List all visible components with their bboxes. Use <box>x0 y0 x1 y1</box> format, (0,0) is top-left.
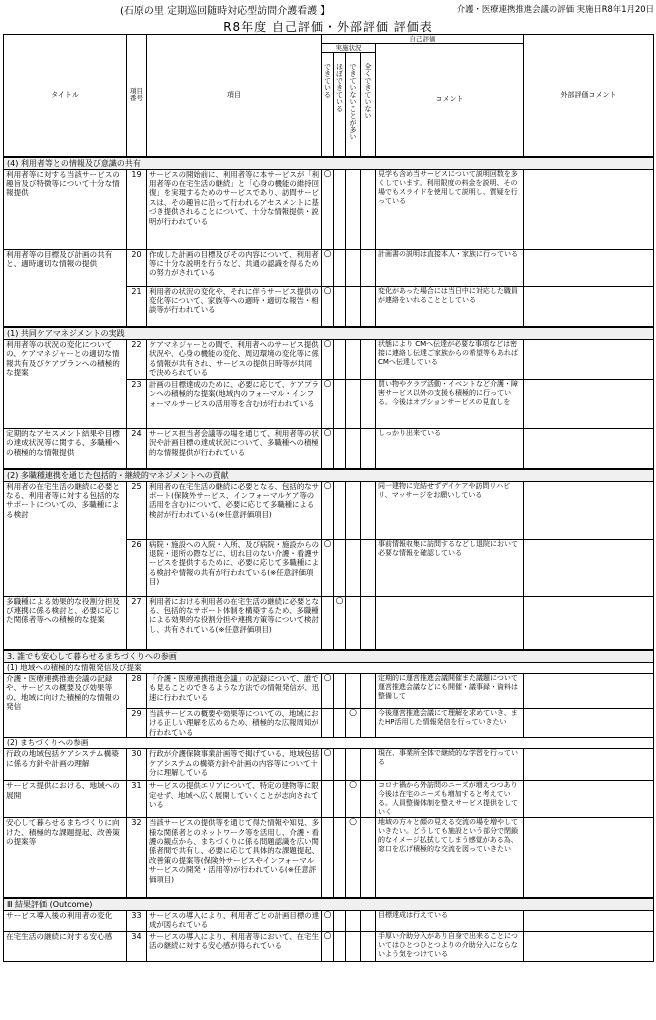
section-heading: (2) 多職種連携を通じた包括的・継続的マネジメントへの貢献 <box>4 469 654 482</box>
rating-mark: ○ <box>323 910 332 920</box>
item-text: ケアマネジャーとの間で、利用者へのサービス提供状況や、心身の機能の変化、周辺環境の変化等に係る情報が共有され、サービスの提供日時等が共同で決められている <box>147 340 322 380</box>
table-row <box>4 781 654 818</box>
rating-cell-2 <box>334 749 346 781</box>
item-text: 当該サービスの提供等を通じて得た情報や知見、多様な関係者とのネットワーク等を活用し、介護・看護の観点から、まちづくりに係る問題認識を広い関係者間で共有し、必要に応じて具体的な課題提起、改善策の提案等(保険外サービスやインフォーマルサービスの開発・活用等)が行われている(※任意評価項目) <box>147 818 322 898</box>
col-r1 <box>322 53 334 157</box>
rating-cell-2 <box>334 539 346 596</box>
rating-mark: ○ <box>323 673 332 683</box>
external-comment-cell <box>524 931 654 961</box>
rating-cell-4 <box>361 749 376 781</box>
table-row <box>4 340 654 380</box>
rating-cell-1 <box>322 910 334 931</box>
row-title: 利用者等に対する当該サービスの趣旨及び特徴等について十分な情報提供 <box>4 169 127 249</box>
rating-cell-3 <box>346 539 361 596</box>
rating-cell-2 <box>334 931 346 961</box>
rating-mark: ○ <box>323 428 332 438</box>
comment-cell <box>376 596 524 650</box>
item-number: 23 <box>127 380 147 429</box>
table-row <box>4 596 654 650</box>
external-comment-cell <box>524 481 654 539</box>
item-text: 利用者における利用者の在宅生活の継続に必要となる、包括的なサポート体制を構築するため、多職種による効果的な役割分担や連携方策等について検討し、共有されている(※任意評価項目) <box>147 596 322 650</box>
rating-cell-2 <box>334 781 346 818</box>
item-text: 病院・施設への入院・入所、及び病院・施設からの退院・退所の際などに、切れ目のない介護・看護サービスを提供するために、必要に応じて多職種による検討や情報の共有が行われている(※任意評価項目) <box>147 539 322 596</box>
section-row <box>4 327 654 340</box>
col-r3-label: できていないことが多い <box>349 63 357 141</box>
rating-mark: ○ <box>323 379 332 389</box>
external-comment-cell <box>524 818 654 898</box>
row-title: サービス導入後の利用者の変化 <box>4 910 127 931</box>
comment-cell: 見学も含め当サービスについて説明回数を多くしています。利用限度の料金を説明、その場でもスライドを使用して説明し、質疑を行っている <box>376 169 524 249</box>
section-row <box>4 898 654 911</box>
table-row <box>4 249 654 286</box>
section-row <box>4 650 654 663</box>
rating-cell-3 <box>346 818 361 898</box>
comment-cell: しっかり出来ている <box>376 429 524 469</box>
rating-cell-2 <box>334 709 346 738</box>
rating-cell-1 <box>322 429 334 469</box>
section-heading: (1) 地域への積極的な情報発信及び提案 <box>4 663 654 674</box>
rating-cell-3 <box>346 674 361 709</box>
rating-cell-4 <box>361 169 376 249</box>
row-title: 行政の地域包括ケアシステム構築に係る方針や計画の理解 <box>4 749 127 781</box>
rating-cell-2 <box>334 818 346 898</box>
item-number: 21 <box>127 286 147 327</box>
comment-cell: 現在、事業所全体で継続的な学習を行っている <box>376 749 524 781</box>
rating-mark: ○ <box>323 539 332 549</box>
rating-cell-3 <box>346 709 361 738</box>
col-item: 項目 <box>147 35 322 157</box>
evaluation-info: 介護・医療連携推進会議の評価 実施日R8年1月20日 <box>456 4 654 14</box>
rating-cell-2 <box>334 674 346 709</box>
rating-mark: ○ <box>323 286 332 296</box>
rating-mark: ○ <box>323 931 332 941</box>
section-heading: 3. 誰でも安心して暮らせるまちづくりへの参画 <box>4 650 654 663</box>
row-title: 定期的なアセスメント結果や目標の達成状況等に関する、多職種への積極的な情報提供 <box>4 429 127 469</box>
comment-cell: 状態により CMへ伝達が必要な事項などは密接に連絡し伝達ご家族からの希望等もあれば CMへ伝達している <box>376 340 524 380</box>
external-comment-cell <box>524 749 654 781</box>
subsection-row <box>4 663 654 674</box>
rating-cell-3 <box>346 249 361 286</box>
rating-cell-4 <box>361 249 376 286</box>
row-title: 利用者等の状況の変化についての、ケアマネジャーとの適切な情報共有及びケアプランへの積極的な提案 <box>4 340 127 429</box>
col-r1-label: できている <box>323 63 332 99</box>
subsection-row <box>4 738 654 749</box>
external-comment-cell <box>524 781 654 818</box>
col-comment: コメント <box>376 44 524 157</box>
rating-cell-1 <box>322 749 334 781</box>
col-r4-label: 全くできていない <box>364 63 372 120</box>
rating-cell-3 <box>346 340 361 380</box>
rating-mark: ○ <box>349 708 357 718</box>
row-title: 安心して暮らせるまちづくりに向けた、積極的な課題提起、改善策の提案等 <box>4 818 127 898</box>
item-number: 27 <box>127 596 147 650</box>
rating-cell-2 <box>334 429 346 469</box>
table-header <box>4 35 654 157</box>
comment-cell: コロナ禍から外訪問のニーズが増えつつあり今後は在宅のニーズも増加すると考えている。人員整備体制を整えサービス提供をしていく <box>376 781 524 818</box>
item-text: 行政が介護保険事業計画等で掲げている、地域包括ケアシステムの構築方針や計画の内容等について十分に理解している <box>147 749 322 781</box>
item-number: 32 <box>127 818 147 898</box>
col-self-eval: 自己評価 <box>322 35 524 44</box>
rating-cell-4 <box>361 910 376 931</box>
comment-cell: 目標達成は行えている <box>376 910 524 931</box>
item-text: 作成した計画の目標及びその内容について、利用者等に十分な説明を行うなど、共通の認識を得るための努力がされている <box>147 249 322 286</box>
table-row <box>4 749 654 781</box>
rating-cell-2 <box>334 596 346 650</box>
rating-cell-4 <box>361 596 376 650</box>
table-row <box>4 674 654 709</box>
item-text: サービスの開始前に、利用者等に本サービスが「利用者等の在宅生活の継続」と「心身の機能の維持回復」を実現するためのサービスであり、訪問サービスは、その趣旨に沿って行われるアセスメントに基づき提供されることについて、十分な情報提供・説明が行われている <box>147 169 322 249</box>
rating-cell-4 <box>361 539 376 596</box>
comment-cell: 事前情報収集に訪問するなどし退院において必要な情報を確認している <box>376 539 524 596</box>
rating-cell-1 <box>322 674 334 709</box>
rating-cell-2 <box>334 169 346 249</box>
item-text: サービスの導入により、利用者等において、在宅生活の継続に対する安心感が得られている <box>147 931 322 961</box>
item-text: サービスの提供エリアについて、特定の建物等に限定せず、地域へ広く展開していくことが志向されている <box>147 781 322 818</box>
rating-mark: ○ <box>335 596 344 606</box>
item-number: 26 <box>127 539 147 596</box>
item-number: 25 <box>127 481 147 539</box>
comment-cell: 手厚い介助分入があり自身で出来ることについてはひとつひとつよりの介助分入にならないよう気をつけている <box>376 931 524 961</box>
table-row <box>4 429 654 469</box>
rating-cell-2 <box>334 910 346 931</box>
rating-cell-1 <box>322 539 334 596</box>
item-number: 24 <box>127 429 147 469</box>
row-title: 利用者の在宅生活の継続に必要となる、利用者等に対する包括的なサポートについての、多職種による検討 <box>4 481 127 596</box>
rating-mark: ○ <box>349 780 357 791</box>
comment-cell: 変化があった場合には当日中に対応した職員が連絡をいれることとしている <box>376 286 524 327</box>
row-title: 介護・医療連携推進会議の記録や、サービスの概要及び効果等の、地域に向けた積極的な情報の発信 <box>4 674 127 738</box>
external-comment-cell <box>524 249 654 286</box>
rating-cell-3 <box>346 286 361 327</box>
rating-cell-4 <box>361 818 376 898</box>
table-row <box>4 481 654 539</box>
rating-cell-3 <box>346 169 361 249</box>
rating-cell-3 <box>346 429 361 469</box>
rating-cell-3 <box>346 380 361 429</box>
table-body <box>4 157 654 962</box>
rating-mark: ○ <box>323 748 332 759</box>
rating-mark: ○ <box>323 339 332 349</box>
rating-mark: ○ <box>323 249 332 259</box>
col-r4 <box>361 53 376 157</box>
row-title: 利用者等の目標及び計画の共有と、適時適切な情報の提供 <box>4 249 127 327</box>
col-r3 <box>346 53 361 157</box>
row-title: サービス提供における、地域への展開 <box>4 781 127 818</box>
table-row <box>4 169 654 249</box>
item-text: 利用者の状況の変化や、それに伴うサービス提供の変化等について、家族等への適時・適切な報告・相談等が行われている <box>147 286 322 327</box>
rating-cell-2 <box>334 249 346 286</box>
rating-cell-1 <box>322 286 334 327</box>
col-item-no <box>127 35 147 157</box>
section-heading: (1) 共同ケアマネジメントの実践 <box>4 327 654 340</box>
external-comment-cell <box>524 709 654 738</box>
evaluation-table <box>3 34 654 962</box>
rating-mark: ○ <box>349 817 357 828</box>
rating-cell-1 <box>322 340 334 380</box>
external-comment-cell <box>524 674 654 709</box>
comment-cell: 同一建物に完結せずデイケアや訪問リハビリ、マッサージをお願いしている <box>376 481 524 539</box>
rating-cell-4 <box>361 674 376 709</box>
item-number: 22 <box>127 340 147 380</box>
rating-cell-4 <box>361 380 376 429</box>
rating-mark: ○ <box>323 481 332 491</box>
item-text: 利用者の在宅生活の継続に必要となる、包括的なサポート(保険外サービス、インフォーマルケア等の活用を含む)について、必要に応じて多職種による検討が行われている(※任意評価項目) <box>147 481 322 539</box>
rating-cell-1 <box>322 596 334 650</box>
item-text: サービスの導入により、利用者ごとの計画目標の達成が図られている <box>147 910 322 931</box>
external-comment-cell <box>524 340 654 380</box>
rating-cell-3 <box>346 749 361 781</box>
rating-cell-1 <box>322 781 334 818</box>
col-item-no-label: 項目番号 <box>130 87 143 103</box>
col-r2 <box>334 53 346 157</box>
rating-cell-1 <box>322 169 334 249</box>
rating-cell-1 <box>322 931 334 961</box>
col-status: 実施状況 <box>322 44 376 53</box>
facility-name: (石原の里 定期巡回随時対応型訪問介護看護 】 <box>120 6 331 17</box>
page-title: R8年度 自己評価・外部評価 評価表 <box>223 20 433 34</box>
row-title: 在宅生活の継続に対する安心感 <box>4 931 127 961</box>
section-row <box>4 469 654 482</box>
col-r2-label: ほぼできている <box>335 63 344 113</box>
rating-cell-3 <box>346 481 361 539</box>
rating-cell-1 <box>322 249 334 286</box>
comment-cell: 今後運営推進会議にて理解を求めていき、またHP活用した情報発信を行っていきたい <box>376 709 524 738</box>
page-header <box>0 0 656 18</box>
rating-cell-3 <box>346 596 361 650</box>
table-row <box>4 818 654 898</box>
section-row <box>4 157 654 170</box>
external-comment-cell <box>524 286 654 327</box>
item-text: 当該サービスの概要や効果等についての、地域における正しい理解を広めるため、積極的な広報周知が行われている <box>147 709 322 738</box>
table-row <box>4 910 654 931</box>
rating-cell-4 <box>361 286 376 327</box>
col-title: タイトル <box>4 35 127 157</box>
comment-cell: 買い物やクラブ活動・イベントなど介護・障害サービス以外の支援も積極的に行っている。今後はオプションサービスの見直しを <box>376 380 524 429</box>
external-comment-cell <box>524 429 654 469</box>
rating-cell-4 <box>361 781 376 818</box>
external-comment-cell <box>524 539 654 596</box>
row-title: 多職種による効果的な役割分担及び連携に係る検討と、必要に応じた関係者等への積極的な提案 <box>4 596 127 650</box>
rating-cell-2 <box>334 380 346 429</box>
rating-cell-4 <box>361 481 376 539</box>
external-comment-cell <box>524 169 654 249</box>
external-comment-cell <box>524 910 654 931</box>
external-comment-cell <box>524 380 654 429</box>
item-number: 34 <box>127 931 147 961</box>
rating-cell-4 <box>361 709 376 738</box>
section-heading: (2) まちづくりへの参画 <box>4 738 654 749</box>
rating-cell-1 <box>322 380 334 429</box>
rating-cell-1 <box>322 481 334 539</box>
item-text: 「介護・医療連携推進会議」の記録について、誰でも見ることのできるような方法での情報発信が、迅速に行われている <box>147 674 322 709</box>
external-comment-cell <box>524 596 654 650</box>
rating-cell-3 <box>346 931 361 961</box>
rating-cell-4 <box>361 340 376 380</box>
item-text: サービス担当者会議等の場を通じて、利用者等の状況や計画目標の達成状況について、多職種への積極的な情報提供が行われている <box>147 429 322 469</box>
section-heading: (4) 利用者等との情報及び意識の共有 <box>4 157 654 170</box>
rating-cell-4 <box>361 931 376 961</box>
col-external: 外部評価コメント <box>524 35 654 157</box>
rating-cell-2 <box>334 340 346 380</box>
item-number: 20 <box>127 249 147 286</box>
item-number: 30 <box>127 749 147 781</box>
item-text: 計画の目標達成のために、必要に応じて、ケアプランへの積極的な提案(地域内のフォーマル・インフォーマルサービスの活用等を含む)が行われている <box>147 380 322 429</box>
rating-cell-2 <box>334 481 346 539</box>
rating-cell-2 <box>334 286 346 327</box>
rating-cell-1 <box>322 818 334 898</box>
comment-cell: 地域の方々と顔の見える交流の場を増やしていきたい。どうしても施設という部分で閉鎖的なイメージ払拭してしまう感覚がある為、窓口を広げ積極的な交流を図っていきたい <box>376 818 524 898</box>
item-number: 33 <box>127 910 147 931</box>
rating-cell-3 <box>346 910 361 931</box>
rating-mark: ○ <box>323 169 332 179</box>
section-heading: Ⅲ 結果評価 (Outcome) <box>4 898 654 911</box>
comment-cell: 計画書の説明は直接本人・家族に行っている <box>376 249 524 286</box>
item-number: 28 <box>127 674 147 709</box>
item-number: 19 <box>127 169 147 249</box>
rating-cell-3 <box>346 781 361 818</box>
comment-cell: 定期的に運営推進会議開催また議題について運営推進会議などにも開催・議事録・資料は整備して <box>376 674 524 709</box>
rating-cell-4 <box>361 429 376 469</box>
item-number: 31 <box>127 781 147 818</box>
item-number: 29 <box>127 709 147 738</box>
rating-cell-1 <box>322 709 334 738</box>
table-row <box>4 931 654 961</box>
